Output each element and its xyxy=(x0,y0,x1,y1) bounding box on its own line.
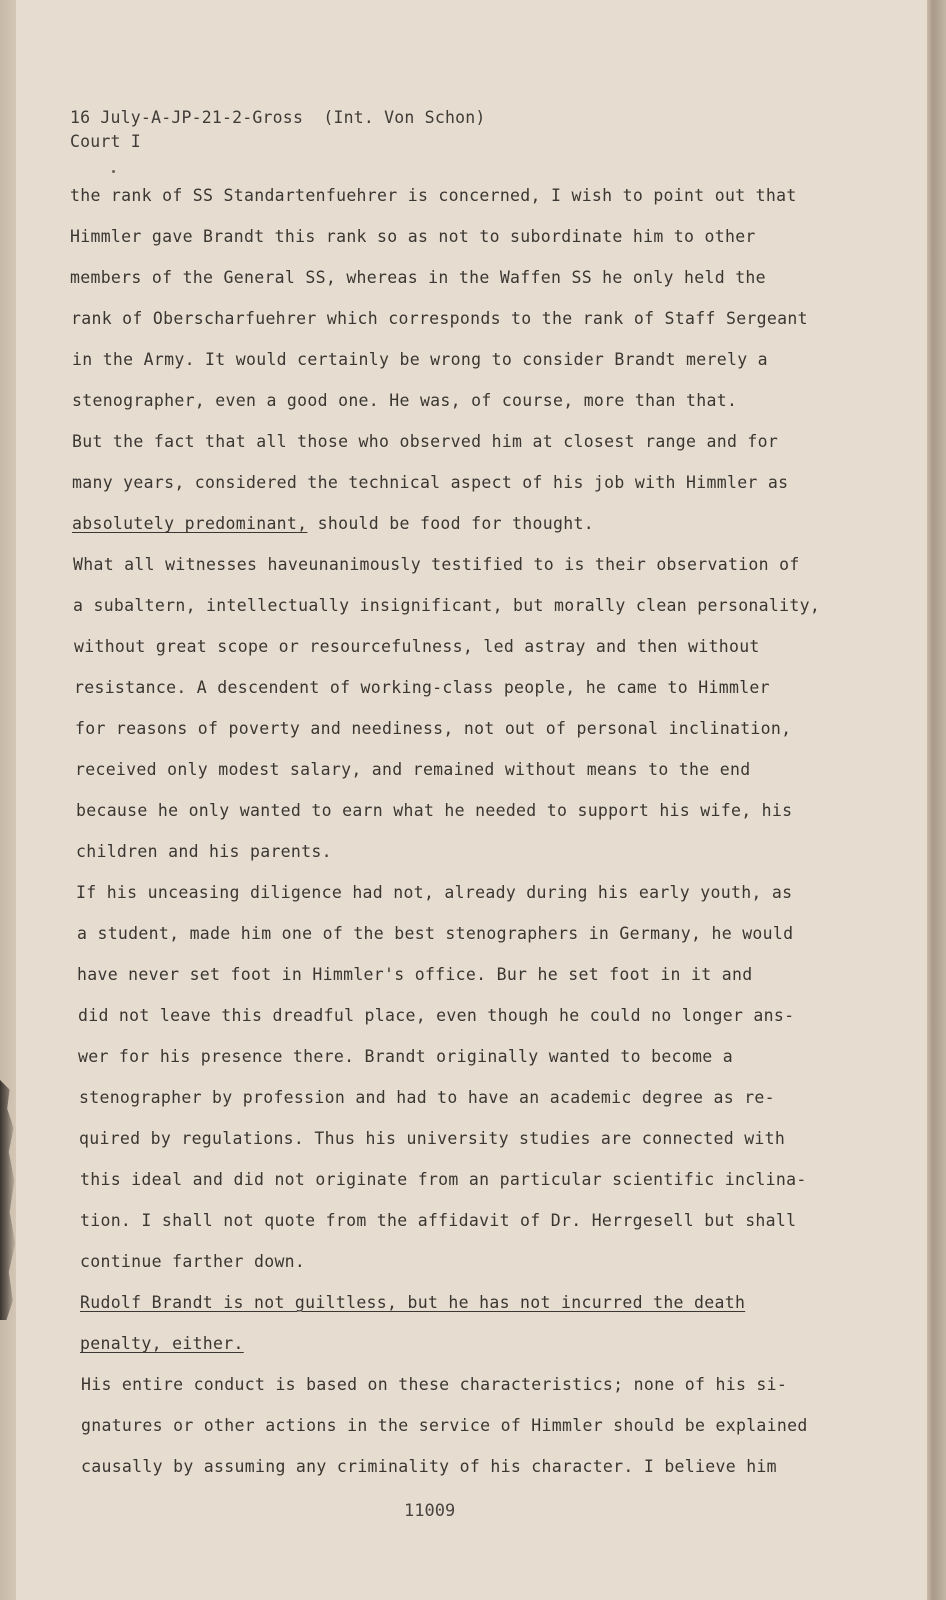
line-text: have never set foot in Himmler's office. Bur he set foot in it and xyxy=(77,965,753,984)
document-page xyxy=(16,0,927,1600)
body-line xyxy=(70,389,830,430)
line-text: because he only wanted to earn what he needed to support his wife, his xyxy=(76,801,793,820)
body-line xyxy=(70,1004,830,1045)
body-line xyxy=(70,963,830,1004)
body-line xyxy=(70,471,830,512)
body-line xyxy=(70,307,830,348)
body-line xyxy=(70,512,830,553)
body-line xyxy=(70,1414,830,1455)
body-line xyxy=(70,1332,830,1373)
line-text: did not leave this dreadful place, even though he could no longer ans- xyxy=(78,1006,795,1025)
body-line xyxy=(70,758,830,799)
line-text: should be food for thought. xyxy=(317,514,594,533)
line-text: stenographer, even a good one. He was, of course, more than that. xyxy=(72,391,738,410)
body-line xyxy=(70,430,830,471)
line-text: continue farther down. xyxy=(80,1252,306,1271)
line-text: a subaltern, intellectually insignificant, but morally clean personality, xyxy=(73,596,821,615)
scan-right-edge xyxy=(927,0,946,1600)
line-text: for reasons of poverty and neediness, not out of personal inclination, xyxy=(75,719,792,738)
line-text: resistance. A descendent of working-class people, he came to Himmler xyxy=(74,678,770,697)
body-line xyxy=(70,799,830,840)
body-line xyxy=(70,1291,830,1332)
underlined-line-text: penalty, either. xyxy=(80,1334,244,1353)
line-text: in the Army. It would certainly be wrong to consider Brandt merely a xyxy=(72,350,768,369)
line-text: this ideal and did not originate from an particular scientific inclina- xyxy=(80,1170,807,1189)
line-text: without great scope or resourcefulness, led astray and then without xyxy=(74,637,760,656)
body-line xyxy=(70,1455,830,1496)
page-number: 11009 xyxy=(404,1501,456,1521)
body-line xyxy=(70,1086,830,1127)
body-line xyxy=(70,1168,830,1209)
line-text: quired by regulations. Thus his university studies are connected with xyxy=(79,1129,786,1148)
ink-speck xyxy=(112,170,115,173)
line-text: the rank of SS Standartenfuehrer is concerned, I wish to point out that xyxy=(70,186,797,205)
line-text: a student, made him one of the best stenographers in Germany, he would xyxy=(77,924,794,943)
line-text: gnatures or other actions in the service of Himmler should be explained xyxy=(81,1416,808,1435)
body-line xyxy=(70,1250,830,1291)
header-court: Court I xyxy=(70,132,141,151)
line-text: His entire conduct is based on these characteristics; none of his si- xyxy=(81,1375,788,1394)
transcript-body xyxy=(70,184,830,1496)
body-line xyxy=(70,922,830,963)
line-text: But the fact that all those who observed him at closest range and for xyxy=(72,432,779,451)
line-text: members of the General SS, whereas in the Waffen SS he only held the xyxy=(70,268,766,287)
body-line xyxy=(70,266,830,307)
line-text: received only modest salary, and remained without means to the end xyxy=(75,760,751,779)
body-line xyxy=(70,676,830,717)
underlined-phrase: absolutely predominant, xyxy=(72,514,308,533)
line-text: Himmler gave Brandt this rank so as not to subordinate him to other xyxy=(70,227,756,246)
line-text: causally by assuming any criminality of his character. I believe him xyxy=(81,1457,777,1476)
body-line xyxy=(70,348,830,389)
line-text: rank of Oberscharfuehrer which corresponds to the rank of Staff Sergeant xyxy=(71,309,808,328)
body-line xyxy=(70,840,830,881)
document-header xyxy=(70,106,486,154)
header-case-reference: 16 July-A-JP-21-2-Gross (Int. Von Schon) xyxy=(70,108,486,127)
line-text: children and his parents. xyxy=(76,842,332,861)
line-text: What all witnesses haveunanimously testified to is their observation of xyxy=(73,555,800,574)
body-line xyxy=(70,635,830,676)
body-line xyxy=(70,717,830,758)
body-line xyxy=(70,1373,830,1414)
line-text: wer for his presence there. Brandt originally wanted to become a xyxy=(78,1047,733,1066)
line-text: If his unceasing diligence had not, already during his early youth, as xyxy=(76,883,793,902)
body-line xyxy=(70,881,830,922)
page-binding-edge xyxy=(0,0,16,1600)
body-line xyxy=(70,225,830,266)
body-line xyxy=(70,1127,830,1168)
body-line xyxy=(70,184,830,225)
body-line xyxy=(70,553,830,594)
line-text: many years, considered the technical aspect of his job with Himmler as xyxy=(72,473,789,492)
body-line xyxy=(70,1209,830,1250)
body-line xyxy=(70,1045,830,1086)
underlined-line-text: Rudolf Brandt is not guiltless, but he has not incurred the death xyxy=(80,1293,746,1312)
body-line xyxy=(70,594,830,635)
line-text: stenographer by profession and had to have an academic degree as re- xyxy=(79,1088,775,1107)
line-text: tion. I shall not quote from the affidavit of Dr. Herrgesell but shall xyxy=(80,1211,797,1230)
